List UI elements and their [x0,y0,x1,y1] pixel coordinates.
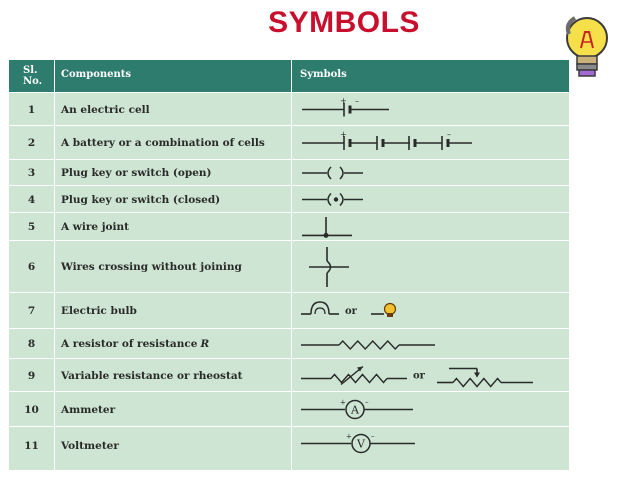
header-components: Components [61,69,132,80]
wires-crossing-symbol-icon [9,241,569,293]
table-row [9,185,569,213]
component-name: Wires crossing without joining [61,261,242,273]
table-row [9,212,569,241]
row-number: 8 [27,338,36,350]
component-name: Plug key or switch (open) [61,167,212,179]
ammeter-symbol-icon [9,392,569,427]
component-name: A battery or a combination of cells [61,137,265,149]
table-row [9,426,569,464]
component-name: Variable resistance or rheostat [61,369,243,382]
component-name: Electric bulb [61,305,137,317]
bulb-symbol-icon [9,293,569,329]
header-sl-no: Sl. No. [23,65,43,87]
resistor-symbol-icon [9,329,569,359]
symbols-table [9,60,569,470]
table-row [9,328,569,359]
svg-text:A: A [351,403,359,417]
switch-closed-symbol-icon [9,186,569,213]
component-name: Plug key or switch (closed) [61,193,221,206]
table-row [9,240,569,293]
row-number: 9 [27,369,36,382]
page-title: SYMBOLS [268,6,420,39]
battery-symbol-icon [9,126,569,160]
svg-text:+: + [346,432,352,441]
table-header-row [9,60,569,92]
row-number: 11 [24,439,39,452]
row-number: 3 [27,167,36,179]
svg-text:–: – [371,432,375,441]
row-number: 6 [27,261,36,273]
component-name: A resistor of resistance R [61,338,210,350]
rheostat-symbol-icon [9,359,569,392]
component-name: Voltmeter [61,439,119,452]
table-row [9,292,569,329]
svg-text:or: or [413,370,425,382]
svg-text:or: or [345,306,357,317]
row-number: 4 [27,193,36,206]
row-number: 5 [27,221,36,233]
cell-symbol-icon [9,93,569,126]
svg-text:–: – [365,398,369,407]
table-row [9,125,569,160]
table-row [9,391,569,427]
component-name: A wire joint [61,221,129,233]
row-number: 7 [27,305,36,317]
component-name: Ammeter [61,403,116,416]
switch-open-symbol-icon [9,160,569,186]
table-row [9,159,569,186]
row-number: 1 [27,103,36,116]
row-number: 10 [24,403,39,416]
component-name: An electric cell [61,103,150,116]
svg-text:–: – [355,96,359,106]
svg-text:+: + [340,96,347,106]
wire-joint-symbol-icon [9,213,569,241]
row-number: 2 [27,137,36,149]
component-variable: R [200,338,210,350]
svg-text:+: + [340,130,347,139]
lightbulb-logo-icon [563,14,609,84]
table-row [9,92,569,126]
svg-text:V: V [357,437,365,451]
svg-text:–: – [447,130,451,139]
voltmeter-symbol-icon [9,427,569,464]
svg-text:+: + [340,398,346,407]
table-row [9,358,569,392]
header-symbols: Symbols [300,69,347,80]
